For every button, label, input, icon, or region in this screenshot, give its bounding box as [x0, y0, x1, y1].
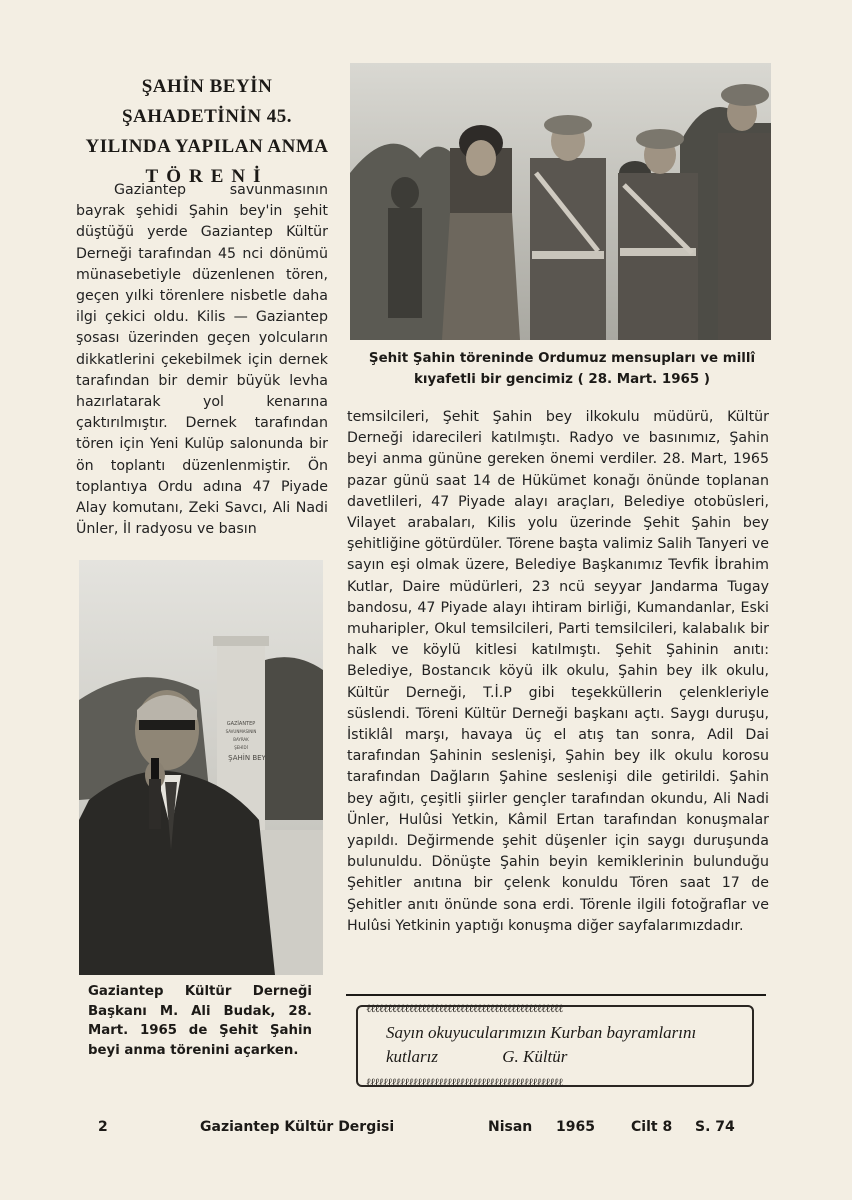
photo1-caption: Şehit Şahin töreninde Ordumuz mensupları ve millî kıyafetli bir gencimiz ( 28. Mart. 1965 ) [368, 351, 756, 387]
page-footer [98, 1119, 758, 1141]
monument-line-2: SAVUNMASININ [225, 729, 257, 734]
greeting-message: Sayın okuyucularımızın Kurban bayramlarını kutlarız [386, 1023, 697, 1066]
title-line-2: YILINDA YAPILAN ANMA [85, 136, 329, 157]
speaker-at-monument-photo [79, 560, 323, 975]
title-line-3: TÖRENİ [145, 166, 269, 187]
greeting-signature: G. Kültür [502, 1047, 568, 1066]
holiday-greeting-box [356, 1005, 754, 1087]
section-divider [346, 994, 766, 996]
monument-line-5: ŞAHİN BEY [228, 754, 266, 762]
lead-paragraph: Gaziantep savunmasının bayrak şehidi Şahin bey'in şehit düştüğü yerde Gaziantep Kültür Derneği tarafından 45 nci dönümü münasebetiyle düzenlenen tören, geçen yılki törenlere nisbetle daha ilgi çekici oldu. Kilis — Gaziantep şosası üzerinden geçen yolcuların dikkatlerini çekebilmek için dernek tarafından bir demir büyük levha hazırlatarak yol kenarına çaktırılmıştır. Dernek tarafından tören için Yeni Kulüp salonunda bir ön toplantı düzenlenmiştir. Ön toplantıya Ordu adına 47 Piyade Alay komutanı, Zeki Savcı, Ali Nadi Ünler, İl radyosu ve basın [76, 182, 328, 538]
page-number: 2 [98, 1119, 108, 1135]
monument-line-3: BAYRAK [233, 737, 249, 742]
body-paragraph: temsilcileri, Şehit Şahin bey ilkokulu müdürü, Kültür Derneği idarecileri katılmıştı. Radyo ve basınımız, Şahin beyi anma gününe gereken önemi verdiler. 28. Mart, 1965 pazar günü saat 14 de Hükümet konağı önünde toplanan davetlileri, 47 Piyade alayı araçları, Belediye otobüsleri, Vilayet arabaları, Kilis yolu üzerinde Şehit Şahin bey şehitliğine götürdüler. Törene başta valimiz Salih Tanyeri ve sayın eşi olmak üzere, Belediye Başkanımız Tevfik İbrahim Kutlar, Daire müdürleri, 23 ncü seyyar Jandarma Tugay bandosu, 47 Piyade alayı ihtiram birliği, Kumandanlar, Eski muharipler, Okul temsilcileri, Parti temsilcileri, kalabalık bir halk ve köylü kitlesi katılmıştı. Şehit Şahinin anıtı: Belediye, Bostancık köyü ilk okulu, Şahin bey ilk okulu, Kültür Derneği, T.İ.P gibi teşekküllerin çelenkleriyle süslendi. Töreni Kültür Derneği başkanı açtı. Saygı duruşu, İstiklâl marşı, havaya üç el atış tan sonra, Adil Dai tarafından Şahinin seslenişi, Şahin bey ilk okulu korosu tarafından Dağların Şahine seslenişi dile getirildi. Şahin bey ağıtı, çeşitli şiirler gençler tarafından okundu, Ali Nadi Ünler, Hulûsi Yetkin, Kâmil Ertan tarafından konuşmalar yapıldı. Değirmende şehit düşenler için saygı duruşunda bulunuldu. Dönüşte Şahin beyin kemiklerinin bulunduğu Şehitler anıtına bir çelenk konuldu Tören saat 17 de Şehitler anıtı önünde sona erdi. Törenle ilgili fotoğraflar ve Hulûsi Yetkinin yaptığı konuşma diğer sayfalarımızdadır. [347, 409, 769, 934]
ceremony-soldiers-photo [350, 63, 771, 340]
article-title [76, 72, 338, 192]
magazine-name: Gaziantep Kültür Dergisi [200, 1119, 395, 1135]
ornament-bottom: ℓℓℓℓℓℓℓℓℓℓℓℓℓℓℓℓℓℓℓℓℓℓℓℓℓℓℓℓℓℓℓℓℓℓℓℓℓℓℓℓℓℓℓℓℓℓ [366, 1078, 563, 1088]
monument-line-1: GAZİANTEP [226, 721, 256, 727]
monument-line-4: ŞEHİDİ [234, 745, 248, 750]
ornament-top: ℓℓℓℓℓℓℓℓℓℓℓℓℓℓℓℓℓℓℓℓℓℓℓℓℓℓℓℓℓℓℓℓℓℓℓℓℓℓℓℓℓℓℓℓℓℓ [366, 1004, 563, 1014]
volume-number: Cilt 8 [631, 1119, 673, 1135]
issue-month: Nisan [488, 1119, 533, 1135]
issue-number: S. 74 [695, 1119, 735, 1135]
photo2-caption: Gaziantep Kültür Derneği Başkanı M. Ali Budak, 28. Mart. 1965 de Şehit Şahin beyi anma törenini açarken. [88, 984, 312, 1058]
title-line-1: ŞAHİN BEYİN ŞAHADETİNİN 45. [121, 76, 293, 127]
greeting-text [386, 1021, 726, 1069]
issue-year: 1965 [556, 1119, 595, 1135]
